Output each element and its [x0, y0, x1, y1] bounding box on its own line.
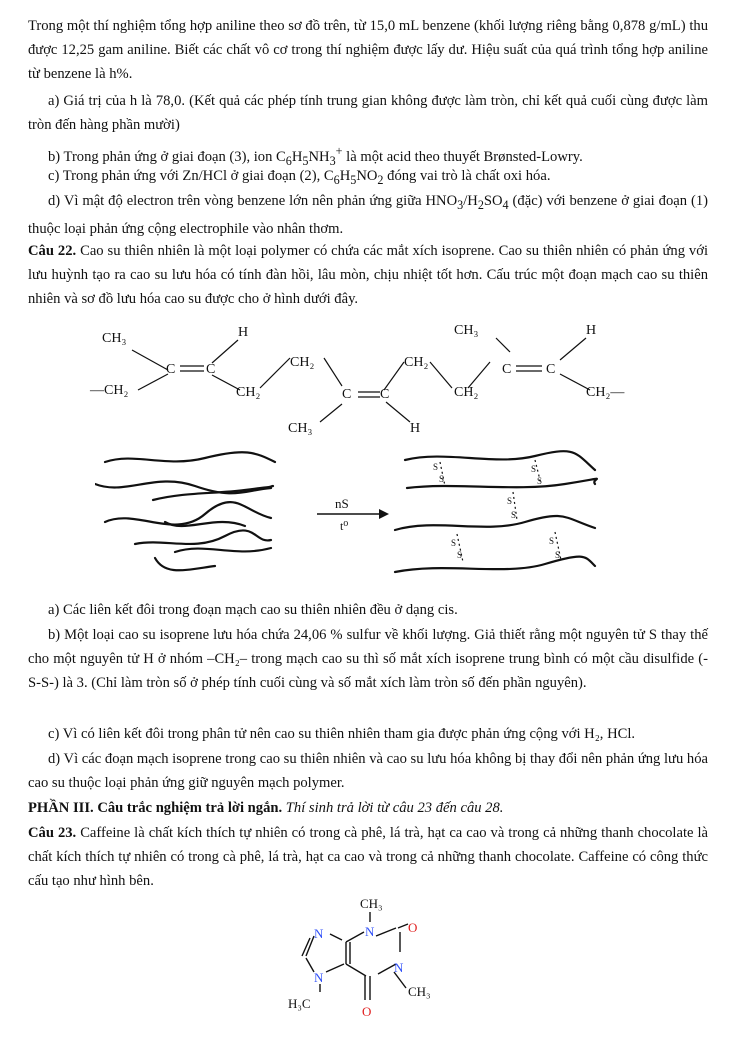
rubber-c-label: C: [546, 362, 556, 377]
caffeine-n-label: N: [365, 924, 375, 939]
q21-option-d: d) Vì mật độ electron trên vòng benzene lớn nên phản ứng giữa $HNO_3/H_2SO_4$ (đặc) với benzene ở giai đoạn (1) thuộc loại phản ứng cộng electrophile vào nhân thơm.: [28, 193, 708, 237]
sulfur-label: S: [537, 476, 543, 486]
rubber-right-end: CH₂—: [586, 385, 625, 400]
sulfur-label: S: [555, 550, 561, 560]
rubber-ch2-label: CH₂: [454, 385, 479, 400]
arrow-condition: t⁰: [340, 519, 349, 533]
sulfur-label: S: [531, 464, 537, 474]
caffeine-o-label: O: [408, 920, 418, 935]
q22-option-b: b) Một loại cao su isoprene lưu hóa chứa 24,06 % sulfur về khối lượng. Giả thiết rằng một nguyên tử S thay thế cho một nguyên tử H ở nhóm –CH₂– trong mạch cao su thì số mắt xích isoprene trung bình có một cầu disulfide (-S-S-) là 3. (Chỉ làm tròn số ở phép tính cuối cùng và số mắt xích làm tròn số đến phần nguyên).: [28, 627, 708, 691]
caffeine-h3c-label: H₃C: [288, 996, 311, 1011]
vulcanization-scheme: [95, 448, 625, 588]
caffeine-n-label: N: [314, 970, 324, 985]
intro-paragraph: Trong một thí nghiệm tổng hợp aniline theo sơ đồ trên, từ 15,0 mL benzene (khối lượng riêng bằng 0,878 g/mL) thu được 12,25 gam aniline. Biết các chất vô cơ trong thí nghiệm được lấy dư. Hiệu suất của quá trình tổng hợp aniline từ benzene là h%.: [28, 18, 708, 82]
rubber-left-end: —CH₂: [90, 383, 129, 398]
rubber-c-label: C: [342, 387, 352, 402]
part3-heading: PHẦN III. Câu trắc nghiệm trả lời ngắn. Thí sinh trả lời từ câu 23 đến câu 28.: [28, 800, 504, 816]
rubber-ch3-label: CH₃: [288, 421, 313, 436]
q21-option-b: b) Trong phản ứng ở giai đoạn (3), ion $C_6H_5NH_3^+$ là một acid theo thuyết Brønsted-Lowry.: [48, 144, 583, 168]
caffeine-n-label: N: [394, 960, 404, 975]
rubber-ch3-label: CH₃: [454, 323, 479, 338]
rubber-c-label: C: [166, 362, 176, 377]
q22-option-c: c) Vì có liên kết đôi trong phân tử nên cao su thiên nhiên tham gia được phản ứng cộng với H₂, HCl.: [48, 726, 636, 742]
caffeine-n-label: N: [314, 926, 324, 941]
q22-option-a: a) Các liên kết đôi trong đoạn mạch cao su thiên nhiên đều ở dạng cis.: [48, 602, 458, 618]
q21-option-a: a) Giá trị của h là 78,0. (Kết quả các phép tính trung gian không được làm tròn, chỉ kết quả cuối cùng được làm tròn đến hàng phần mười): [28, 93, 708, 133]
q22-stem: Câu 22. Cao su thiên nhiên là một loại polymer có chứa các mắt xích isoprene. Cao su thiên nhiên có phản ứng với lưu huỳnh tạo ra cao su lưu hóa có tính đàn hồi, lâu mòn, chịu nhiệt tốt hơn. Cấu trúc một đoạn mạch cao su thiên nhiên và sơ đồ lưu hóa cao su được cho ở hình dưới đây.: [28, 243, 708, 307]
caffeine-ch3-label: CH₃: [408, 984, 431, 999]
sulfur-label: S: [457, 550, 463, 560]
rubber-h-label: H: [586, 323, 597, 338]
sulfur-label: S: [549, 536, 555, 546]
caffeine-ch3-label: CH₃: [360, 896, 383, 911]
arrow-reagent: nS: [335, 496, 349, 511]
sulfur-label: S: [451, 538, 457, 548]
rubber-ch3-label: CH₃: [102, 331, 127, 346]
q21-option-c: c) Trong phản ứng với Zn/HCl ở giai đoạn (2), $C_6H_5NO_2$ đóng vai trò là chất oxi hóa.: [48, 168, 551, 187]
q22-option-d: d) Vì các đoạn mạch isoprene trong cao su thiên nhiên và cao su lưu hóa không bị thay đổi nên phản ứng lưu hóa cao su thuộc loại phản ứng giữ nguyên mạch polymer.: [28, 751, 708, 791]
caffeine-o-label: O: [362, 1004, 372, 1019]
rubber-chain-structure: [80, 318, 660, 438]
sulfur-label: S: [511, 510, 517, 520]
rubber-h-label: H: [238, 325, 249, 340]
rubber-ch2-label: CH₂: [236, 385, 261, 400]
rubber-c-label: C: [206, 362, 216, 377]
sulfur-label: S: [433, 462, 439, 472]
rubber-ch2-label: CH₂: [404, 355, 429, 370]
rubber-c-label: C: [380, 387, 390, 402]
sulfur-label: S: [507, 496, 513, 506]
caffeine-structure: [270, 892, 460, 1022]
rubber-ch2-label: CH₂: [290, 355, 315, 370]
sulfur-label: S: [439, 474, 445, 484]
q23-stem: Câu 23. Caffeine là chất kích thích tự nhiên có trong cà phê, lá trà, hạt ca cao và trong cả những thanh chocolate là chất kích thích tự nhiên có trong cà phê, lá trà, hạt ca cao và trong cả những thanh chocolate. Caffeine có công thức cấu tạo như hình bên.: [28, 825, 709, 889]
rubber-c-label: C: [502, 362, 512, 377]
rubber-h-label: H: [410, 421, 421, 436]
